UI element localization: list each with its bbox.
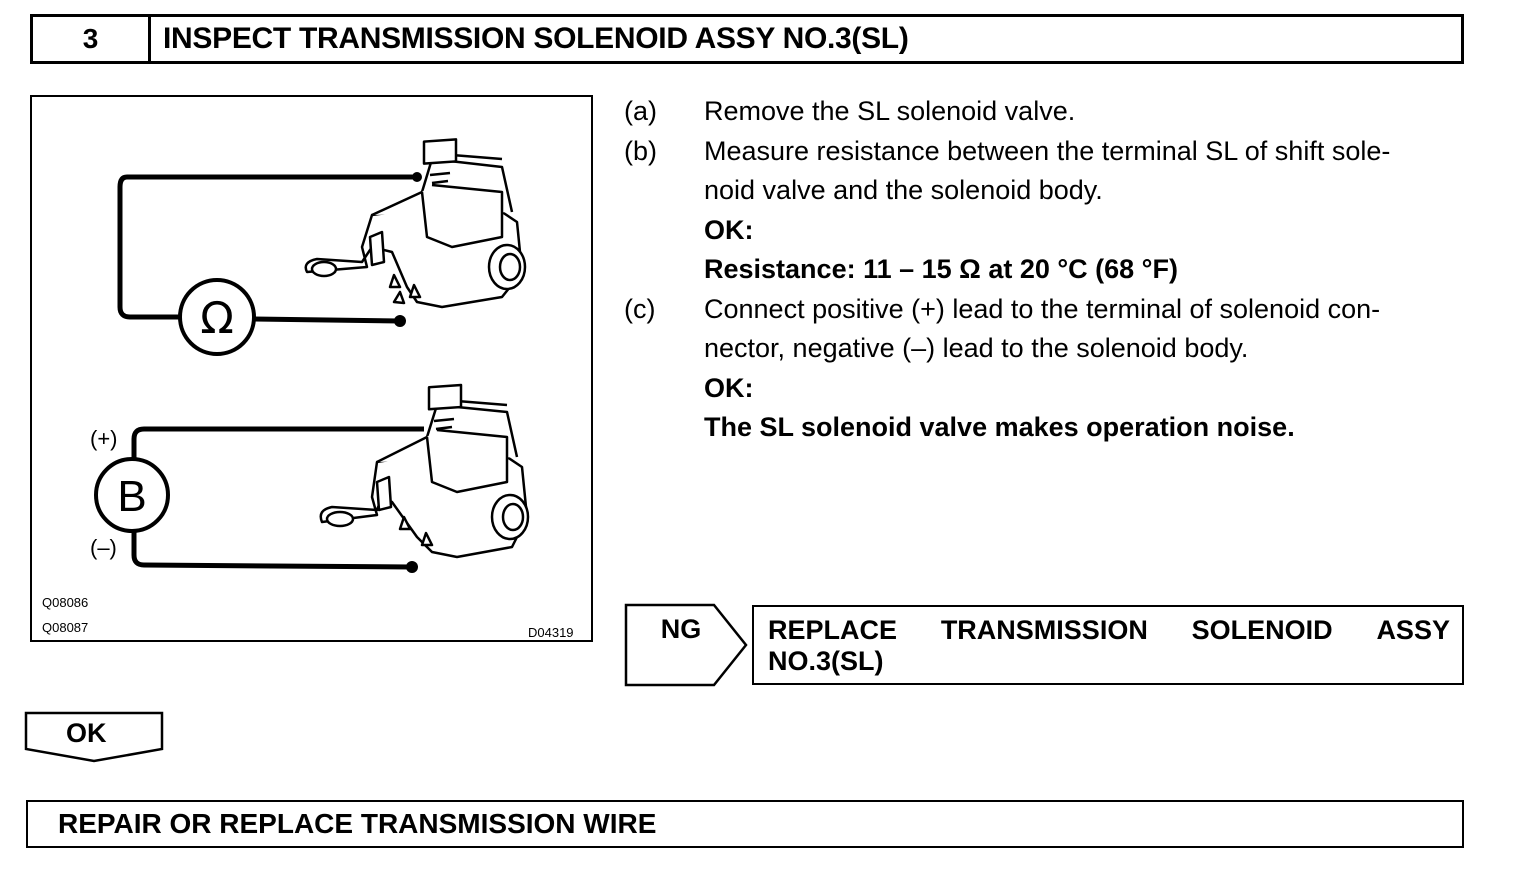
step-c-ok: OK: [704, 372, 754, 403]
step-b-ok: OK: [704, 214, 754, 245]
solenoid-figure [30, 95, 593, 642]
plus-label: (+) [90, 426, 118, 451]
step-a-text: Remove the SL solenoid valve. [704, 96, 1076, 126]
step-c-line1: Connect positive (+) lead to the terminal of solenoid con- [704, 293, 1381, 324]
ng-label: NG [660, 614, 702, 644]
solenoid-valve-bottom [321, 385, 528, 557]
ng-action-line2: NO.3(SL) [768, 646, 884, 676]
step-c-label: (c) [624, 293, 656, 324]
ng-action-box [752, 605, 1464, 685]
procedure-steps [624, 92, 1474, 448]
operation-noise-spec: The SL solenoid valve makes operation noise. [704, 412, 1295, 442]
ok-label: OK [66, 718, 107, 748]
figure-code-2: Q08087 [42, 620, 89, 635]
ng-arrow [624, 603, 750, 687]
step-a-label: (a) [624, 96, 657, 126]
step-header [30, 14, 1464, 64]
ng-action-word-2: TRANSMISSION [940, 615, 1148, 645]
step-b-line2: noid valve and the solenoid body. [704, 175, 1103, 205]
step-a [624, 92, 1474, 132]
step-title: INSPECT TRANSMISSION SOLENOID ASSY NO.3(SL) [163, 22, 909, 55]
step-c [624, 290, 1474, 448]
step-number: 3 [33, 17, 151, 61]
solenoid-diagram [32, 97, 595, 644]
final-action-text: REPAIR OR REPLACE TRANSMISSION WIRE [58, 808, 657, 839]
ng-action-word-4: ASSY [1376, 615, 1450, 645]
ng-action-word-1: REPLACE [768, 615, 898, 645]
step-b-line1: Measure resistance between the terminal SL of shift sole- [704, 135, 1391, 166]
solenoid-valve-top [306, 139, 525, 307]
step-c-line2: nector, negative (–) lead to the solenoid body. [704, 333, 1249, 363]
ohm-symbol: Ω [200, 293, 234, 344]
ng-action-word-3: SOLENOID [1191, 615, 1333, 645]
figure-code-1: Q08086 [42, 595, 89, 610]
step-b [624, 132, 1474, 290]
step-b-label: (b) [624, 135, 657, 166]
figure-code-3: D04319 [528, 625, 574, 640]
minus-label: (–) [90, 535, 117, 560]
battery-symbol: B [117, 472, 147, 521]
resistance-spec: Resistance: 11 – 15 Ω at 20 °C (68 °F) [704, 254, 1178, 284]
final-action-box [26, 800, 1464, 848]
